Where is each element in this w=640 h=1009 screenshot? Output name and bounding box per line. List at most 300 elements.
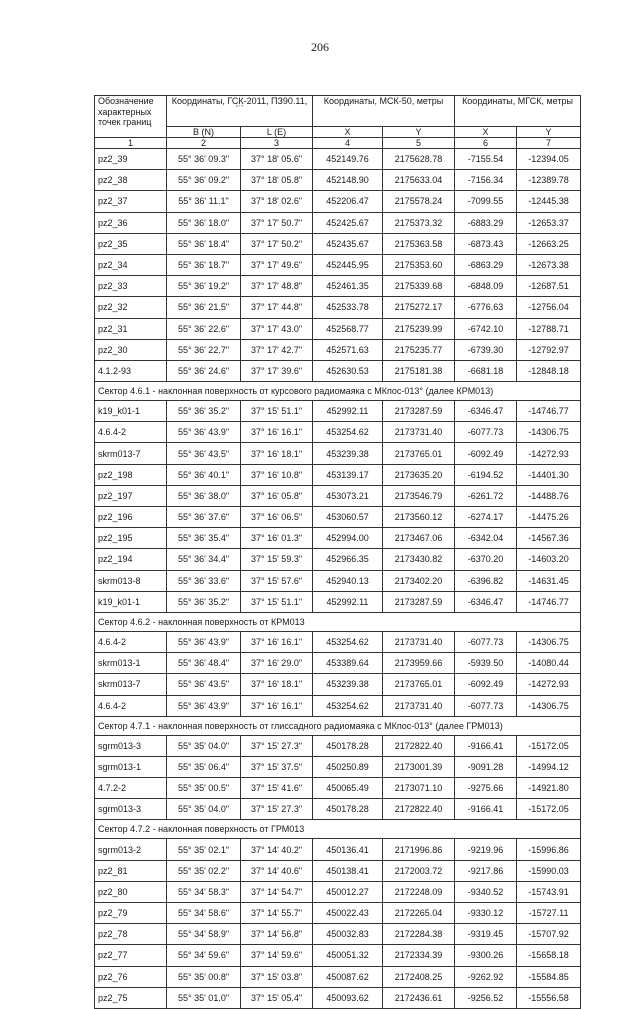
table-row	[95, 191, 581, 212]
msk-y-cell: 2172436.61	[383, 987, 455, 1008]
longitude-l-cell: 37° 15' 51.1"	[241, 591, 313, 612]
latitude-b-cell: 55° 36' 33.6"	[167, 570, 241, 591]
mgsk-x-cell: -6274.17	[455, 507, 517, 528]
longitude-l-cell: 37° 14' 40.6"	[241, 860, 313, 881]
latitude-b-cell: 55° 36' 09.2"	[167, 170, 241, 191]
longitude-l-cell: 37° 17' 49.6"	[241, 254, 313, 275]
mgsk-x-cell: -9262.92	[455, 966, 517, 987]
latitude-b-cell: 55° 35' 02.1"	[167, 839, 241, 860]
table-row	[95, 735, 581, 756]
mgsk-y-cell: -15556.58	[517, 987, 581, 1008]
msk-x-cell: 450032.83	[313, 924, 383, 945]
longitude-l-cell: 37° 14' 59.6"	[241, 945, 313, 966]
msk-y-cell: 2171996.86	[383, 839, 455, 860]
column-numbers-row	[95, 138, 581, 149]
msk-x-cell: 452533.78	[313, 297, 383, 318]
table-row	[95, 903, 581, 924]
table-row	[95, 860, 581, 881]
table-row	[95, 966, 581, 987]
header-point-designation: Обозначение характерных точек границ	[95, 96, 167, 138]
longitude-l-cell: 37° 17' 44.8"	[241, 297, 313, 318]
mgsk-x-cell: -6848.09	[455, 276, 517, 297]
longitude-l-cell: 37° 15' 51.1"	[241, 401, 313, 422]
header-mgsk-x: X	[455, 127, 517, 138]
longitude-l-cell: 37° 18' 05.6"	[241, 149, 313, 170]
mgsk-x-cell: -7156.34	[455, 170, 517, 191]
point-name-cell: pz2_38	[95, 170, 167, 191]
msk-y-cell: 2173560.12	[383, 507, 455, 528]
point-name-cell: pz2_197	[95, 485, 167, 506]
longitude-l-cell: 37° 15' 59.3"	[241, 549, 313, 570]
mgsk-y-cell: -12792.97	[517, 339, 581, 360]
mgsk-y-cell: -12673.38	[517, 254, 581, 275]
msk-y-cell: 2173071.10	[383, 778, 455, 799]
mgsk-x-cell: -6873.43	[455, 233, 517, 254]
msk-y-cell: 2172248.09	[383, 881, 455, 902]
mgsk-y-cell: -15172.05	[517, 735, 581, 756]
longitude-l-cell: 37° 15' 05.4"	[241, 987, 313, 1008]
latitude-b-cell: 55° 36' 43.9"	[167, 631, 241, 652]
point-name-cell: pz2_79	[95, 903, 167, 924]
mgsk-x-cell: -9166.41	[455, 799, 517, 820]
latitude-b-cell: 55° 35' 04.0"	[167, 799, 241, 820]
mgsk-x-cell: -6370.20	[455, 549, 517, 570]
point-name-cell: 4.7.2-2	[95, 778, 167, 799]
msk-x-cell: 453073.21	[313, 485, 383, 506]
msk-y-cell: 2175373.32	[383, 212, 455, 233]
point-name-cell: skrm013-1	[95, 653, 167, 674]
mgsk-y-cell: -14994.12	[517, 756, 581, 777]
latitude-b-cell: 55° 35' 00.8"	[167, 966, 241, 987]
msk-x-cell: 450012.27	[313, 881, 383, 902]
msk-x-cell: 453254.62	[313, 631, 383, 652]
mgsk-y-cell: -14746.77	[517, 401, 581, 422]
mgsk-y-cell: -12389.78	[517, 170, 581, 191]
mgsk-y-cell: -15743.91	[517, 881, 581, 902]
msk-y-cell: 2173731.40	[383, 631, 455, 652]
point-name-cell: pz2_194	[95, 549, 167, 570]
msk-y-cell: 2173287.59	[383, 591, 455, 612]
mgsk-x-cell: -6346.47	[455, 401, 517, 422]
mgsk-x-cell: -7099.55	[455, 191, 517, 212]
point-name-cell: pz2_39	[95, 149, 167, 170]
point-name-cell: pz2_195	[95, 528, 167, 549]
msk-y-cell: 2172408.25	[383, 966, 455, 987]
mgsk-x-cell: -9275.66	[455, 778, 517, 799]
latitude-b-cell: 55° 36' 43.9"	[167, 422, 241, 443]
msk-x-cell: 452148.90	[313, 170, 383, 191]
msk-y-cell: 2173287.59	[383, 401, 455, 422]
header-msk-x: X	[313, 127, 383, 138]
section-title: Сектор 4.7.1 - наклонная поверхность от глиссадного радиомаяка с МКпос-013° (далее ГРМ013)	[95, 716, 581, 735]
msk-x-cell: 450136.41	[313, 839, 383, 860]
msk-y-cell: 2175181.38	[383, 360, 455, 381]
mgsk-x-cell: -6342.04	[455, 528, 517, 549]
msk-y-cell: 2173546.79	[383, 485, 455, 506]
mgsk-y-cell: -14746.77	[517, 591, 581, 612]
msk-x-cell: 452425.67	[313, 212, 383, 233]
mgsk-y-cell: -14475.26	[517, 507, 581, 528]
point-name-cell: skrm013-7	[95, 443, 167, 464]
msk-y-cell: 2175628.78	[383, 149, 455, 170]
mgsk-x-cell: -6883.29	[455, 212, 517, 233]
latitude-b-cell: 55° 36' 35.4"	[167, 528, 241, 549]
mgsk-x-cell: -6742.10	[455, 318, 517, 339]
mgsk-x-cell: -5939.50	[455, 653, 517, 674]
table-row	[95, 422, 581, 443]
column-number: 3	[241, 138, 313, 149]
msk-x-cell: 452435.67	[313, 233, 383, 254]
column-number: 1	[95, 138, 167, 149]
table-row	[95, 401, 581, 422]
table-row	[95, 591, 581, 612]
latitude-b-cell: 55° 34' 59.6"	[167, 945, 241, 966]
mgsk-y-cell: -12394.05	[517, 149, 581, 170]
header-msk-coordinates: Координаты, МСК-50, метры	[313, 96, 455, 127]
table-row	[95, 360, 581, 381]
table-row	[95, 778, 581, 799]
msk-y-cell: 2172334.39	[383, 945, 455, 966]
mgsk-x-cell: -9091.28	[455, 756, 517, 777]
mgsk-y-cell: -12445.38	[517, 191, 581, 212]
table-row	[95, 987, 581, 1008]
msk-y-cell: 2175339.68	[383, 276, 455, 297]
latitude-b-cell: 55° 36' 11.1"	[167, 191, 241, 212]
table-row	[95, 881, 581, 902]
latitude-b-cell: 55° 36' 09.3"	[167, 149, 241, 170]
table-row	[95, 339, 581, 360]
msk-y-cell: 2175272.17	[383, 297, 455, 318]
msk-x-cell: 452206.47	[313, 191, 383, 212]
latitude-b-cell: 55° 36' 43.9"	[167, 695, 241, 716]
table-row	[95, 799, 581, 820]
table-row	[95, 507, 581, 528]
mgsk-x-cell: -6077.73	[455, 695, 517, 716]
point-name-cell: pz2_78	[95, 924, 167, 945]
longitude-l-cell: 37° 17' 43.0"	[241, 318, 313, 339]
header-gsk-units-note: ° ' "	[235, 105, 244, 111]
mgsk-y-cell: -12687.51	[517, 276, 581, 297]
mgsk-y-cell: -12663.25	[517, 233, 581, 254]
point-name-cell: pz2_31	[95, 318, 167, 339]
point-name-cell: pz2_35	[95, 233, 167, 254]
latitude-b-cell: 55° 36' 38.0"	[167, 485, 241, 506]
table-row	[95, 276, 581, 297]
mgsk-x-cell: -6681.18	[455, 360, 517, 381]
table-row	[95, 170, 581, 191]
msk-x-cell: 452994.00	[313, 528, 383, 549]
mgsk-x-cell: -9219.96	[455, 839, 517, 860]
msk-x-cell: 452992.11	[313, 401, 383, 422]
msk-y-cell: 2175363.58	[383, 233, 455, 254]
point-name-cell: pz2_34	[95, 254, 167, 275]
mgsk-y-cell: -15727.11	[517, 903, 581, 924]
mgsk-x-cell: -9330.12	[455, 903, 517, 924]
msk-y-cell: 2172822.40	[383, 735, 455, 756]
longitude-l-cell: 37° 17' 50.7"	[241, 212, 313, 233]
point-name-cell: pz2_77	[95, 945, 167, 966]
mgsk-y-cell: -12653.37	[517, 212, 581, 233]
mgsk-x-cell: -6739.30	[455, 339, 517, 360]
mgsk-x-cell: -6092.49	[455, 674, 517, 695]
longitude-l-cell: 37° 16' 10.8"	[241, 464, 313, 485]
mgsk-y-cell: -14567.36	[517, 528, 581, 549]
msk-y-cell: 2173959.66	[383, 653, 455, 674]
msk-y-cell: 2173765.01	[383, 443, 455, 464]
column-number: 2	[167, 138, 241, 149]
section-title: Сектор 4.7.2 - наклонная поверхность от ГРМ013	[95, 820, 581, 839]
latitude-b-cell: 55° 36' 40.1"	[167, 464, 241, 485]
longitude-l-cell: 37° 14' 55.7"	[241, 903, 313, 924]
latitude-b-cell: 55° 36' 43.5"	[167, 674, 241, 695]
mgsk-y-cell: -12756.04	[517, 297, 581, 318]
latitude-b-cell: 55° 36' 35.2"	[167, 591, 241, 612]
latitude-b-cell: 55° 36' 22.6"	[167, 318, 241, 339]
msk-y-cell: 2175239.99	[383, 318, 455, 339]
point-name-cell: pz2_33	[95, 276, 167, 297]
table-row	[95, 631, 581, 652]
msk-y-cell: 2175633.04	[383, 170, 455, 191]
mgsk-y-cell: -15658.18	[517, 945, 581, 966]
mgsk-x-cell: -9340.52	[455, 881, 517, 902]
msk-x-cell: 450051.32	[313, 945, 383, 966]
latitude-b-cell: 55° 36' 18.0"	[167, 212, 241, 233]
msk-x-cell: 452461.35	[313, 276, 383, 297]
msk-y-cell: 2173765.01	[383, 674, 455, 695]
point-name-cell: 4.1.2-93	[95, 360, 167, 381]
section-title: Сектор 4.6.2 - наклонная поверхность от КРМ013	[95, 612, 581, 631]
msk-y-cell: 2173731.40	[383, 695, 455, 716]
table-row	[95, 549, 581, 570]
msk-x-cell: 452992.11	[313, 591, 383, 612]
msk-x-cell: 452966.35	[313, 549, 383, 570]
longitude-l-cell: 37° 16' 05.8"	[241, 485, 313, 506]
table-row	[95, 674, 581, 695]
longitude-l-cell: 37° 15' 57.6"	[241, 570, 313, 591]
header-mgsk-y: Y	[517, 127, 581, 138]
mgsk-y-cell: -14306.75	[517, 631, 581, 652]
msk-y-cell: 2175235.77	[383, 339, 455, 360]
point-name-cell: pz2_30	[95, 339, 167, 360]
mgsk-x-cell: -6863.29	[455, 254, 517, 275]
msk-y-cell: 2172822.40	[383, 799, 455, 820]
mgsk-y-cell: -14272.93	[517, 674, 581, 695]
header-l: L (E)	[241, 127, 313, 138]
mgsk-x-cell: -9217.86	[455, 860, 517, 881]
msk-x-cell: 452630.53	[313, 360, 383, 381]
msk-x-cell: 450087.62	[313, 966, 383, 987]
section-row	[95, 820, 581, 839]
mgsk-x-cell: -6092.49	[455, 443, 517, 464]
longitude-l-cell: 37° 18' 05.8"	[241, 170, 313, 191]
mgsk-x-cell: -9256.52	[455, 987, 517, 1008]
longitude-l-cell: 37° 15' 41.6"	[241, 778, 313, 799]
mgsk-y-cell: -14080.44	[517, 653, 581, 674]
longitude-l-cell: 37° 15' 37.5"	[241, 756, 313, 777]
msk-y-cell: 2173467.06	[383, 528, 455, 549]
msk-x-cell: 453239.38	[313, 443, 383, 464]
longitude-l-cell: 37° 15' 27.3"	[241, 735, 313, 756]
mgsk-x-cell: -6396.82	[455, 570, 517, 591]
column-number: 6	[455, 138, 517, 149]
column-number: 5	[383, 138, 455, 149]
latitude-b-cell: 55° 36' 48.4"	[167, 653, 241, 674]
msk-x-cell: 450138.41	[313, 860, 383, 881]
table-row	[95, 254, 581, 275]
mgsk-x-cell: -9300.26	[455, 945, 517, 966]
point-name-cell: pz2_32	[95, 297, 167, 318]
header-b: B (N)	[167, 127, 241, 138]
mgsk-y-cell: -15707.92	[517, 924, 581, 945]
msk-x-cell: 450250.89	[313, 756, 383, 777]
point-name-cell: pz2_196	[95, 507, 167, 528]
page-number: 206	[311, 40, 329, 54]
latitude-b-cell: 55° 36' 24.6"	[167, 360, 241, 381]
table-row	[95, 695, 581, 716]
msk-y-cell: 2173430.82	[383, 549, 455, 570]
msk-x-cell: 450178.28	[313, 799, 383, 820]
msk-y-cell: 2173635.20	[383, 464, 455, 485]
mgsk-x-cell: -6776.63	[455, 297, 517, 318]
point-name-cell: sgrm013-3	[95, 735, 167, 756]
mgsk-y-cell: -14306.75	[517, 695, 581, 716]
mgsk-y-cell: -14488.76	[517, 485, 581, 506]
longitude-l-cell: 37° 14' 40.2"	[241, 839, 313, 860]
mgsk-x-cell: -9166.41	[455, 735, 517, 756]
mgsk-y-cell: -14603.20	[517, 549, 581, 570]
table-row	[95, 924, 581, 945]
latitude-b-cell: 55° 35' 00.5"	[167, 778, 241, 799]
point-name-cell: pz2_75	[95, 987, 167, 1008]
msk-x-cell: 452568.77	[313, 318, 383, 339]
mgsk-y-cell: -12788.71	[517, 318, 581, 339]
longitude-l-cell: 37° 14' 56.8"	[241, 924, 313, 945]
latitude-b-cell: 55° 35' 02.2"	[167, 860, 241, 881]
longitude-l-cell: 37° 17' 39.6"	[241, 360, 313, 381]
longitude-l-cell: 37° 16' 16.1"	[241, 422, 313, 443]
mgsk-x-cell: -6346.47	[455, 591, 517, 612]
point-name-cell: pz2_76	[95, 966, 167, 987]
msk-x-cell: 450093.62	[313, 987, 383, 1008]
header-msk-y: Y	[383, 127, 455, 138]
table-row	[95, 756, 581, 777]
latitude-b-cell: 55° 35' 01.0"	[167, 987, 241, 1008]
latitude-b-cell: 55° 36' 43.5"	[167, 443, 241, 464]
msk-x-cell: 453254.62	[313, 422, 383, 443]
section-row	[95, 716, 581, 735]
point-name-cell: skrm013-8	[95, 570, 167, 591]
msk-y-cell: 2173402.20	[383, 570, 455, 591]
longitude-l-cell: 37° 17' 48.8"	[241, 276, 313, 297]
mgsk-y-cell: -15172.05	[517, 799, 581, 820]
table-row	[95, 464, 581, 485]
section-row	[95, 612, 581, 631]
msk-x-cell: 452571.63	[313, 339, 383, 360]
longitude-l-cell: 37° 16' 01.3"	[241, 528, 313, 549]
longitude-l-cell: 37° 18' 02.6"	[241, 191, 313, 212]
table-row	[95, 653, 581, 674]
msk-x-cell: 452940.13	[313, 570, 383, 591]
msk-y-cell: 2172284.38	[383, 924, 455, 945]
msk-y-cell: 2172265.04	[383, 903, 455, 924]
point-name-cell: k19_k01-1	[95, 591, 167, 612]
longitude-l-cell: 37° 17' 42.7"	[241, 339, 313, 360]
mgsk-y-cell: -14921.80	[517, 778, 581, 799]
msk-y-cell: 2173001.39	[383, 756, 455, 777]
msk-y-cell: 2172003.72	[383, 860, 455, 881]
table-row	[95, 297, 581, 318]
latitude-b-cell: 55° 36' 37.6"	[167, 507, 241, 528]
mgsk-y-cell: -15996.86	[517, 839, 581, 860]
msk-x-cell: 453060.57	[313, 507, 383, 528]
longitude-l-cell: 37° 16' 06.5"	[241, 507, 313, 528]
mgsk-y-cell: -14306.75	[517, 422, 581, 443]
mgsk-y-cell: -12848.18	[517, 360, 581, 381]
msk-x-cell: 450065.49	[313, 778, 383, 799]
longitude-l-cell: 37° 16' 18.1"	[241, 443, 313, 464]
header-mgsk-coordinates: Координаты, МГСК, метры	[455, 96, 581, 127]
msk-x-cell: 453254.62	[313, 695, 383, 716]
table-row	[95, 485, 581, 506]
longitude-l-cell: 37° 15' 03.8"	[241, 966, 313, 987]
point-name-cell: 4.6.4-2	[95, 422, 167, 443]
msk-x-cell: 453239.38	[313, 674, 383, 695]
point-name-cell: pz2_198	[95, 464, 167, 485]
mgsk-x-cell: -6194.52	[455, 464, 517, 485]
msk-x-cell: 450022.43	[313, 903, 383, 924]
longitude-l-cell: 37° 14' 54.7"	[241, 881, 313, 902]
longitude-l-cell: 37° 16' 29.0"	[241, 653, 313, 674]
table-row	[95, 443, 581, 464]
mgsk-y-cell: -15990.03	[517, 860, 581, 881]
latitude-b-cell: 55° 35' 06.4"	[167, 756, 241, 777]
msk-x-cell: 452149.76	[313, 149, 383, 170]
longitude-l-cell: 37° 17' 50.2"	[241, 233, 313, 254]
msk-x-cell: 452445.95	[313, 254, 383, 275]
msk-x-cell: 450178.28	[313, 735, 383, 756]
mgsk-y-cell: -14631.45	[517, 570, 581, 591]
coordinates-table	[94, 95, 581, 1009]
latitude-b-cell: 55° 34' 58.9"	[167, 924, 241, 945]
latitude-b-cell: 55° 36' 21.5"	[167, 297, 241, 318]
mgsk-x-cell: -7155.54	[455, 149, 517, 170]
point-name-cell: skrm013-7	[95, 674, 167, 695]
mgsk-y-cell: -14401.30	[517, 464, 581, 485]
latitude-b-cell: 55° 36' 19.2"	[167, 276, 241, 297]
point-name-cell: pz2_81	[95, 860, 167, 881]
latitude-b-cell: 55° 36' 35.2"	[167, 401, 241, 422]
point-name-cell: 4.6.4-2	[95, 631, 167, 652]
table-row	[95, 528, 581, 549]
section-title: Сектор 4.6.1 - наклонная поверхность от курсового радиомаяка с МКпос-013° (далее КРМ013)	[95, 382, 581, 401]
mgsk-x-cell: -6077.73	[455, 631, 517, 652]
header-gsk-coordinates: Координаты, ГСК-2011, ПЗ90.11, ° ' "	[167, 96, 313, 127]
point-name-cell: pz2_80	[95, 881, 167, 902]
point-name-cell: sgrm013-3	[95, 799, 167, 820]
msk-x-cell: 453139.17	[313, 464, 383, 485]
column-number: 7	[517, 138, 581, 149]
latitude-b-cell: 55° 36' 22.7"	[167, 339, 241, 360]
mgsk-y-cell: -14272.93	[517, 443, 581, 464]
point-name-cell: 4.6.4-2	[95, 695, 167, 716]
longitude-l-cell: 37° 16' 16.1"	[241, 631, 313, 652]
point-name-cell: pz2_37	[95, 191, 167, 212]
longitude-l-cell: 37° 16' 16.1"	[241, 695, 313, 716]
table-row	[95, 233, 581, 254]
longitude-l-cell: 37° 16' 18.1"	[241, 674, 313, 695]
point-name-cell: sgrm013-1	[95, 756, 167, 777]
mgsk-x-cell: -9319.45	[455, 924, 517, 945]
